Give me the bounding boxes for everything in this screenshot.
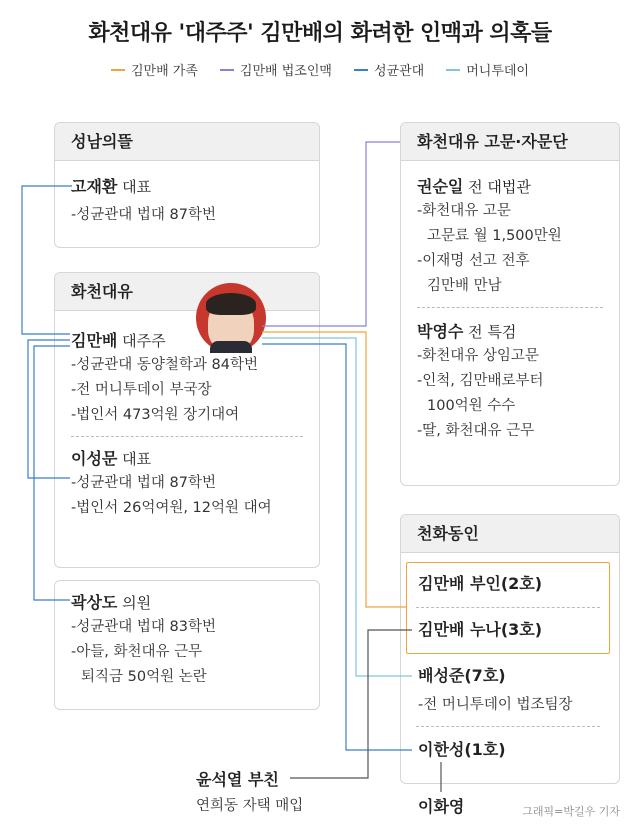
yoon-father-name: 윤석열 부친 bbox=[196, 770, 279, 789]
lee-hwa-young bbox=[418, 795, 464, 819]
person-park-line-2: -인척, 김만배로부터 bbox=[417, 373, 544, 389]
cheonhwa-lee-han-name: 이한성(1호) bbox=[418, 740, 506, 759]
cheonhwa-sister bbox=[418, 618, 542, 642]
person-kwak-line-3: 퇴직금 50억원 논란 bbox=[81, 669, 207, 685]
person-kwak-line-2: -아들, 화천대유 근무 bbox=[71, 644, 203, 660]
divider bbox=[417, 307, 603, 308]
person-go-role: 대표 bbox=[122, 178, 152, 196]
divider bbox=[71, 436, 303, 437]
legend-item-legal bbox=[220, 60, 332, 79]
legend-swatch-skku bbox=[354, 69, 368, 71]
person-park-line-1: -화천대유 상임고문 bbox=[417, 348, 539, 364]
legend-swatch-mt bbox=[446, 69, 460, 71]
credit: 그래픽=박길우 기자 bbox=[522, 805, 620, 818]
cheonhwa-lee-han bbox=[418, 738, 506, 762]
legend-label-family: 김만배 가족 bbox=[130, 64, 198, 79]
person-kim-line-3: -법인서 473억원 장기대여 bbox=[71, 407, 240, 423]
cheonhwa-bae-line-1: -전 머니투데이 법조팀장 bbox=[418, 697, 573, 713]
person-lee bbox=[71, 447, 303, 471]
page-title: 화천대유 '대주주' 김만배의 화려한 인맥과 의혹들 bbox=[88, 21, 552, 46]
person-kwon-line-3: -이재명 선고 전후 bbox=[417, 253, 530, 269]
person-kwak-name: 곽상도 bbox=[71, 593, 118, 612]
avatar-hair bbox=[206, 293, 256, 315]
person-kwak-line-1: -성균관대 법대 83학번 bbox=[71, 619, 216, 635]
person-lee-name: 이성문 bbox=[71, 449, 118, 468]
person-go-line-1: -성균관대 법대 87학번 bbox=[71, 207, 216, 223]
avatar-kim bbox=[196, 283, 266, 353]
person-go bbox=[71, 175, 303, 199]
legend-swatch-family bbox=[111, 69, 125, 71]
person-park-role: 전 특검 bbox=[468, 323, 517, 341]
legend bbox=[0, 60, 640, 79]
person-park-name: 박영수 bbox=[417, 322, 464, 341]
person-kim-line-2: -전 머니투데이 부국장 bbox=[71, 382, 212, 398]
divider bbox=[416, 607, 600, 608]
card-advisors-header: 화천대유 고문·자문단 bbox=[401, 123, 619, 161]
legend-label-mt: 머니투데이 bbox=[466, 64, 529, 79]
yoon-father bbox=[196, 768, 279, 792]
person-kim-line-1: -성균관대 동양철학과 84학번 bbox=[71, 357, 258, 373]
person-kwon-name: 권순일 bbox=[417, 177, 464, 196]
avatar-suit bbox=[210, 341, 252, 353]
card-hwacheon bbox=[54, 272, 320, 568]
card-cheonhwa-header: 천화동인 bbox=[401, 515, 619, 553]
cheonhwa-wife-name: 김만배 부인(2호) bbox=[418, 574, 543, 593]
card-hwacheon-header: 화천대유 bbox=[55, 273, 319, 311]
person-kwon-line-2: 고문료 월 1,500만원 bbox=[427, 228, 562, 244]
card-seongnam-header: 성남의뜰 bbox=[55, 123, 319, 161]
person-kwak-role: 의원 bbox=[122, 594, 152, 612]
legend-item-mt bbox=[446, 60, 529, 79]
lee-hwa-young-name: 이화영 bbox=[418, 797, 465, 816]
person-kwak bbox=[71, 591, 303, 615]
card-seongnam bbox=[54, 122, 320, 248]
person-kim-name: 김만배 bbox=[71, 331, 118, 350]
legend-label-skku: 성균관대 bbox=[373, 64, 425, 79]
divider bbox=[416, 726, 600, 727]
person-kim bbox=[71, 329, 303, 353]
legend-item-family bbox=[111, 60, 198, 79]
person-lee-role: 대표 bbox=[122, 450, 152, 468]
person-park-line-3: 100억원 수수 bbox=[427, 398, 516, 414]
person-kwon-line-4: 김만배 만남 bbox=[427, 278, 502, 294]
yoon-father-line: 연희동 자택 매입 bbox=[196, 798, 304, 814]
cheonhwa-sister-name: 김만배 누나(3호) bbox=[418, 620, 543, 639]
person-kwon-role: 전 대법관 bbox=[468, 178, 531, 196]
person-go-name: 고재환 bbox=[71, 177, 118, 196]
cheonhwa-wife bbox=[418, 572, 542, 596]
person-kim-role: 대주주 bbox=[122, 332, 166, 350]
legend-item-skku bbox=[354, 60, 424, 79]
person-park-line-4: -딸, 화천대유 근무 bbox=[417, 423, 535, 439]
legend-swatch-legal bbox=[220, 69, 234, 71]
person-lee-line-1: -성균관대 법대 87학번 bbox=[71, 475, 216, 491]
cheonhwa-bae bbox=[418, 664, 506, 688]
card-kwak bbox=[54, 580, 320, 710]
cheonhwa-bae-name: 배성준(7호) bbox=[418, 666, 506, 685]
legend-label-legal: 김만배 법조인맥 bbox=[239, 64, 332, 79]
person-park bbox=[417, 320, 603, 344]
person-kwon bbox=[417, 175, 603, 199]
person-lee-line-2: -법인서 26억여원, 12억원 대여 bbox=[71, 500, 272, 516]
card-advisors bbox=[400, 122, 620, 486]
person-kwon-line-1: -화천대유 고문 bbox=[417, 203, 511, 219]
